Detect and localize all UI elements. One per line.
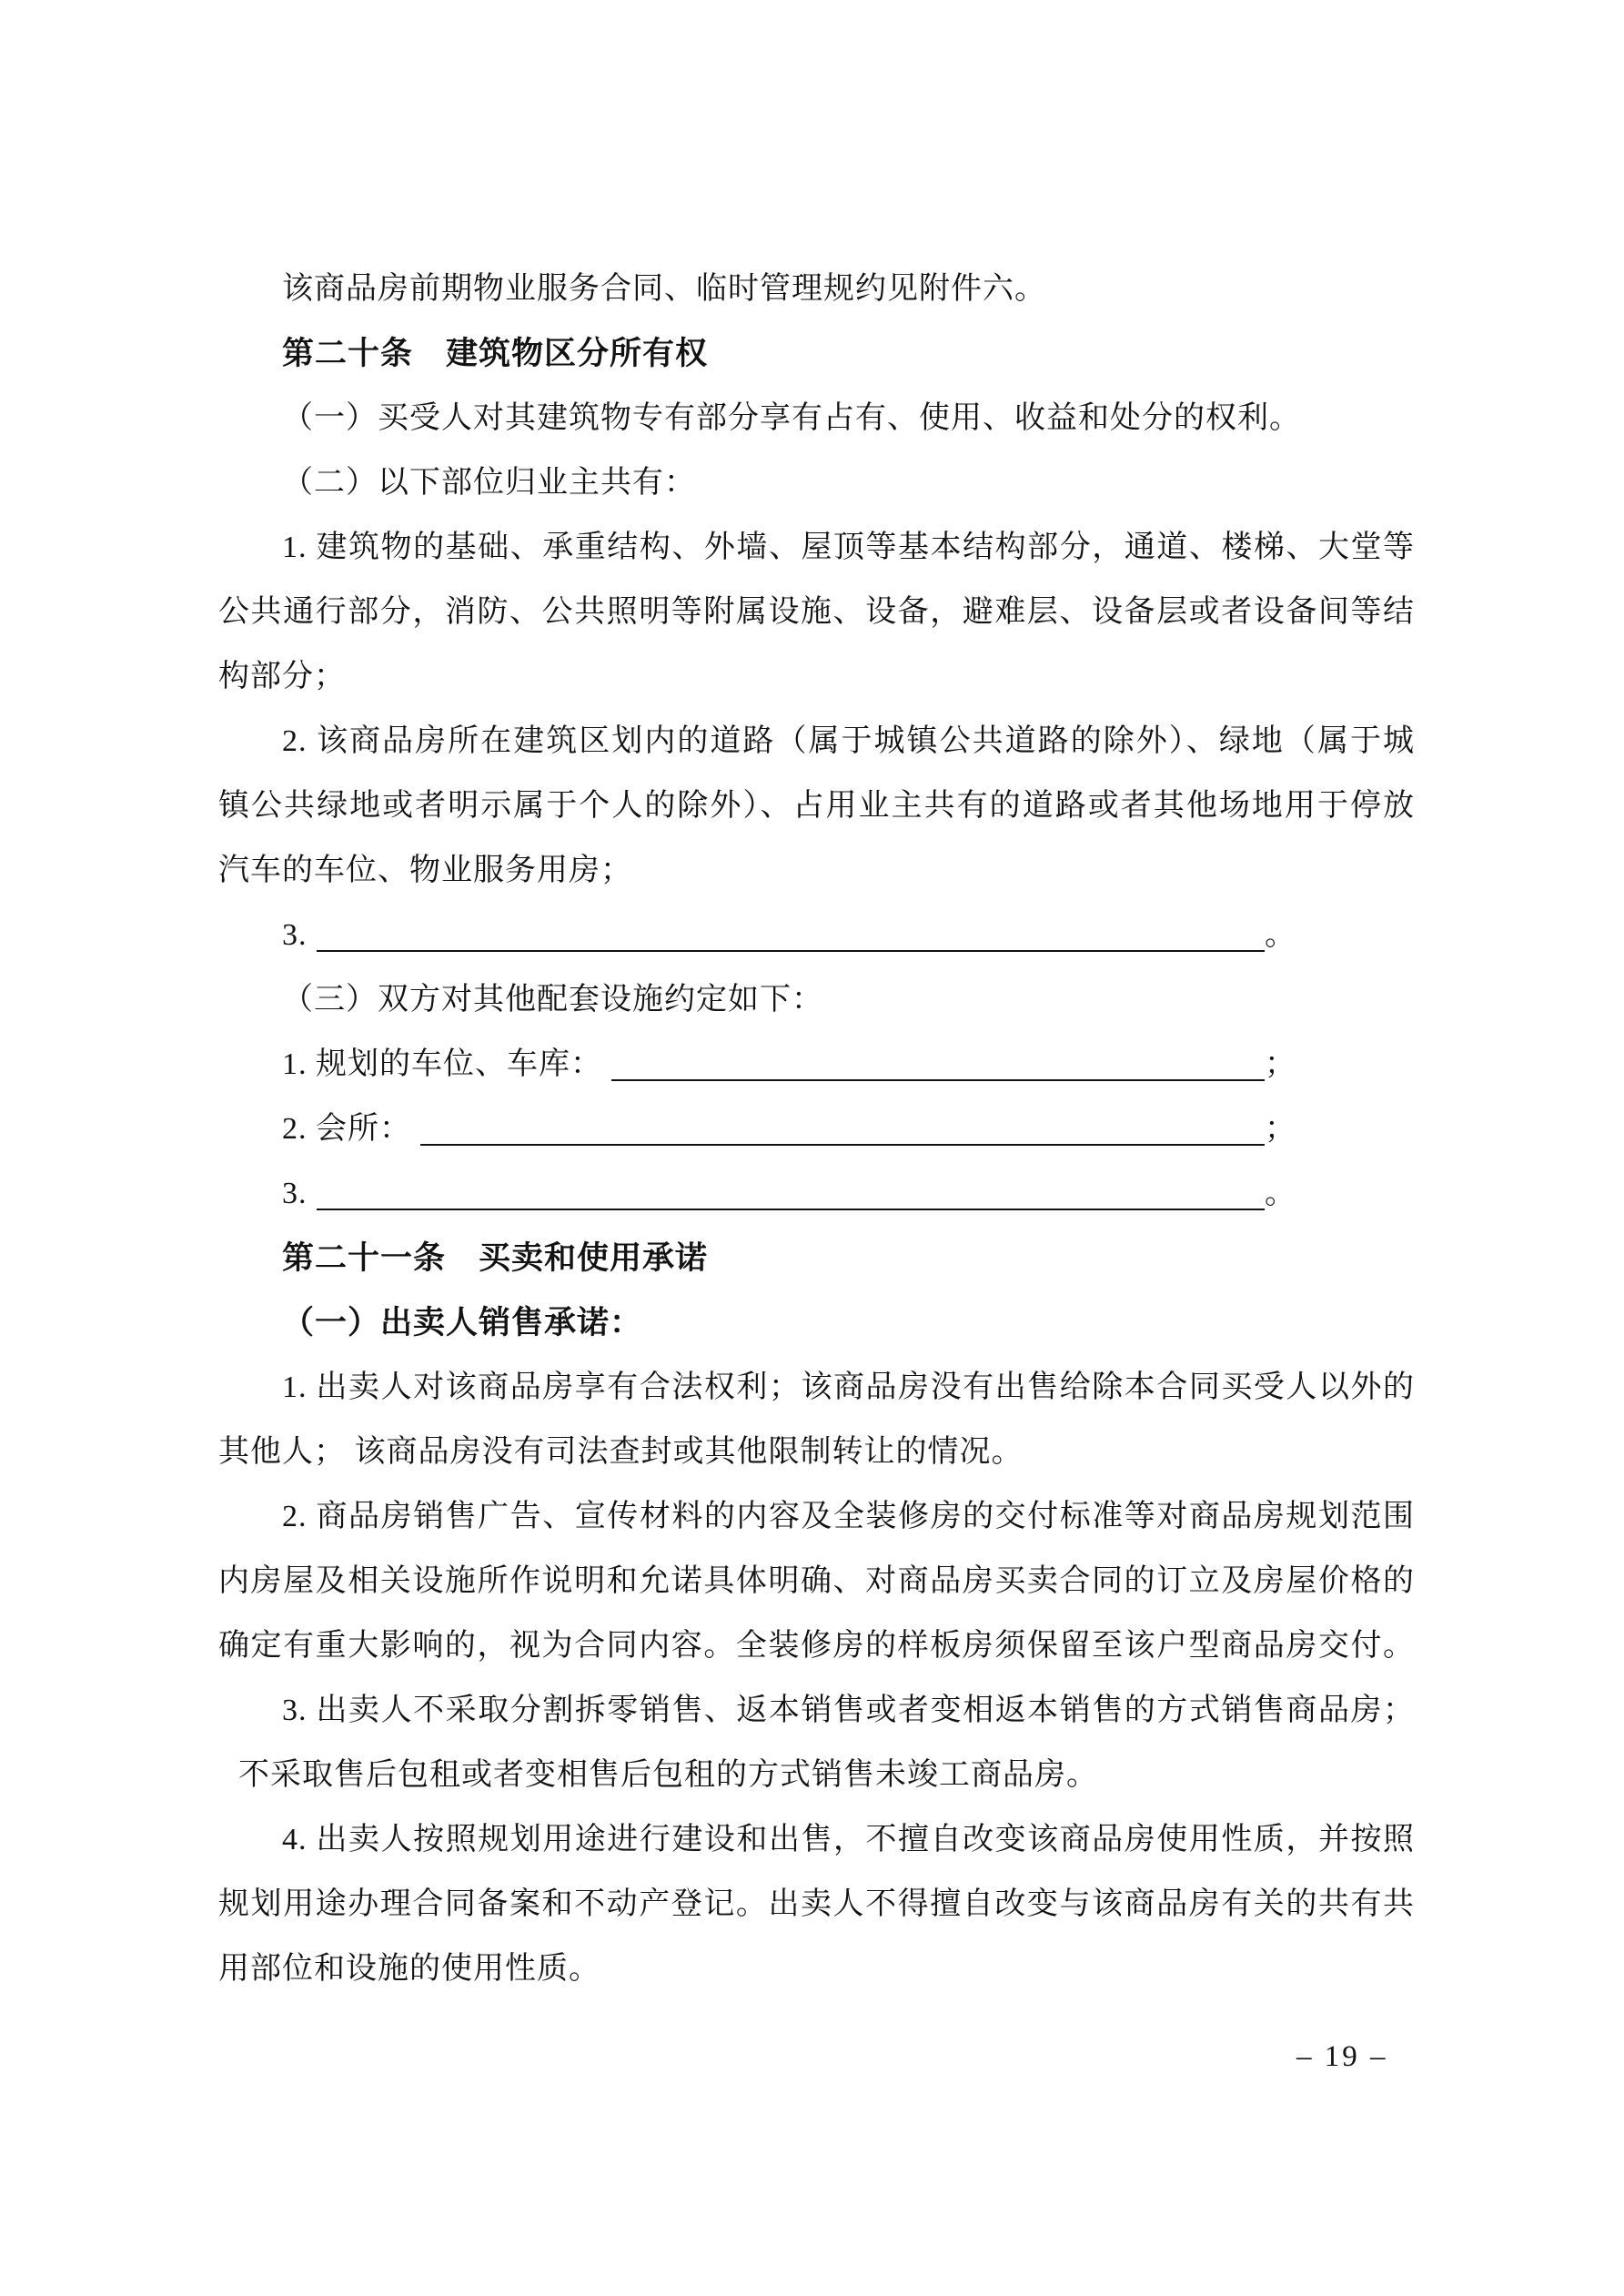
blank-underline	[420, 1097, 1265, 1161]
line-planned-use-1: 4. 出卖人按照规划用途进行建设和出售，不擅自改变该商品房使用性质，并按照	[282, 1823, 1415, 1856]
line-planned-use-3: 用部位和设施的使用性质。	[218, 1952, 600, 1986]
fill-label: 3.	[282, 1177, 308, 1210]
line-property-service-note: 该商品房前期物业服务合同、临时管理规约见附件六。	[282, 272, 1046, 306]
line-common-roads-1: 2. 该商品房所在建筑区划内的道路（属于城镇公共道路的除外）、绿地（属于城	[282, 724, 1415, 758]
page-number: – 19 –	[1296, 2040, 1388, 2073]
line-sales-ads-1: 2. 商品房销售广告、宣传材料的内容及全装修房的交付标准等对商品房规划范围	[282, 1500, 1415, 1533]
line-seller-rights-1: 1. 出卖人对该商品房享有合法权利；该商品房没有出售给除本合同买受人以外的	[282, 1371, 1415, 1404]
line-sales-ads-2: 内房屋及相关设施所作说明和允诺具体明确、对商品房买卖合同的订立及房屋价格的	[218, 1564, 1415, 1598]
blank-item-3a	[282, 903, 1296, 967]
blank-item-parking	[282, 1032, 1296, 1097]
fill-punct: 。	[1265, 1177, 1296, 1210]
fill-punct: ；	[1265, 1047, 1296, 1081]
contract-body	[218, 257, 1415, 2001]
fill-punct: 。	[1265, 918, 1296, 952]
line-seller-rights-2: 其他人； 该商品房没有司法查封或其他限制转让的情况。	[218, 1435, 1024, 1469]
line-no-split-sales-1: 3. 出卖人不采取分割拆零销售、返本销售或者变相返本销售的方式销售商品房；	[282, 1694, 1415, 1727]
fill-label: 1. 规划的车位、车库：	[282, 1047, 602, 1081]
line-common-structure-2: 公共通行部分，消防、公共照明等附属设施、设备，避难层、设备层或者设备间等结	[218, 595, 1415, 629]
blank-item-3b	[282, 1161, 1296, 1226]
line-common-roads-2: 镇公共绿地或者明示属于个人的除外）、占用业主共有的道路或者其他场地用于停放	[218, 789, 1415, 823]
line-owner-exclusive-rights: （一）买受人对其建筑物专有部分享有占有、使用、收益和处分的权利。	[282, 401, 1301, 435]
line-other-facilities-intro: （三）双方对其他配套设施约定如下：	[282, 983, 823, 1017]
line-planned-use-2: 规划用途办理合同备案和不动产登记。出卖人不得擅自改变与该商品房有关的共有共	[218, 1887, 1415, 1921]
fill-punct: ；	[1265, 1112, 1296, 1146]
heading-seller-commitments: （一）出卖人销售承诺：	[282, 1305, 643, 1340]
line-no-split-sales-2: 不采取售后包租或者变相售后包租的方式销售未竣工商品房。	[238, 1758, 1098, 1792]
line-common-roads-3: 汽车的车位、物业服务用房；	[218, 854, 632, 887]
fill-label: 2. 会所：	[282, 1112, 411, 1146]
blank-item-clubhouse	[282, 1097, 1296, 1161]
line-common-structure-3: 构部分；	[218, 660, 346, 693]
line-common-structure-1: 1. 建筑物的基础、承重结构、外墙、屋顶等基本结构部分，通道、楼梯、大堂等	[282, 531, 1415, 564]
blank-underline	[317, 903, 1266, 967]
heading-article-21: 第二十一条 买卖和使用承诺	[282, 1240, 709, 1276]
blank-underline	[611, 1032, 1265, 1097]
fill-label: 3.	[282, 918, 308, 952]
line-sales-ads-3: 确定有重大影响的，视为合同内容。全装修房的样板房须保留至该户型商品房交付。	[218, 1629, 1415, 1663]
blank-underline	[317, 1161, 1266, 1226]
heading-article-20: 第二十条 建筑物区分所有权	[282, 336, 709, 371]
line-common-parts-intro: （二）以下部位归业主共有：	[282, 466, 696, 500]
